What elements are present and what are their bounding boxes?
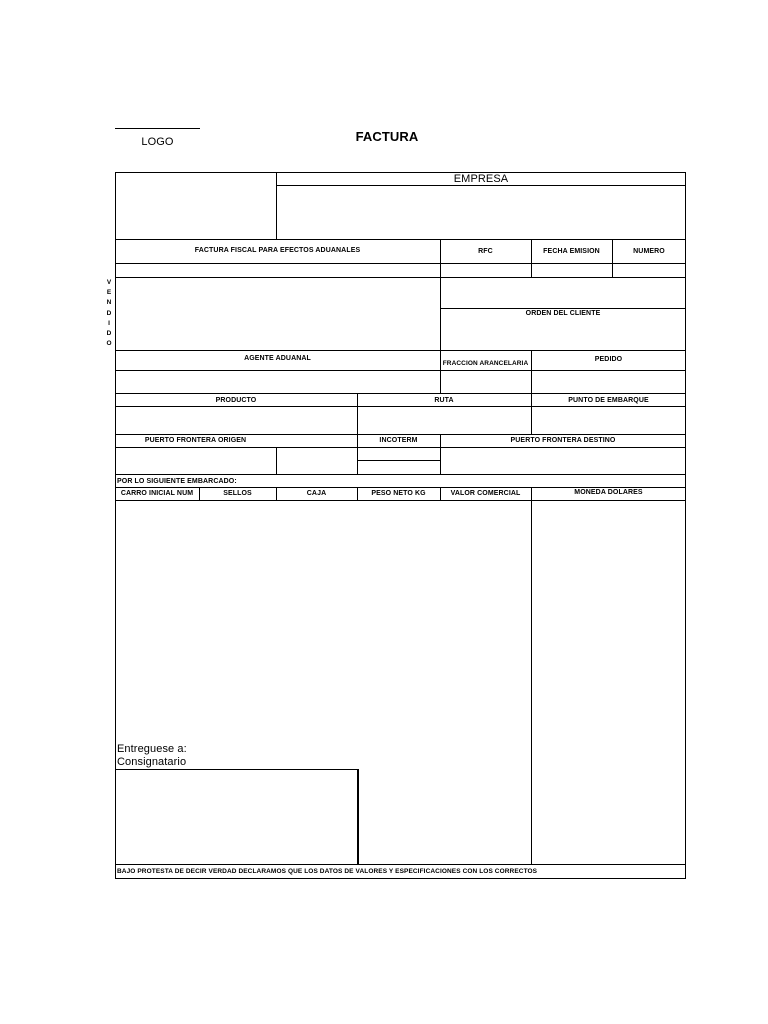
footer-declaration: BAJO PROTESTA DE DECIR VERDAD DECLARAMOS QUE LOS DATOS DE VALORES Y ESPECIFICACIONES CON LOS CORRECTOS	[117, 868, 538, 875]
puerto-origen-field-a[interactable]	[116, 448, 276, 474]
consignatario-label: Consignatario	[117, 756, 187, 768]
invoice-row-top	[115, 239, 686, 240]
orden-upper-field[interactable]	[441, 278, 685, 308]
column-header: SELLOS	[223, 490, 252, 497]
empresa-label: EMPRESA	[453, 173, 509, 185]
agente-aduanal-label: AGENTE ADUANAL	[244, 355, 311, 362]
punto-embarque-label: PUNTO DE EMBARQUE	[568, 397, 649, 404]
puerto-destino-label: PUERTO FRONTERA DESTINO	[510, 437, 616, 444]
column-header: VALOR COMERCIAL	[450, 490, 521, 497]
agente-row-top	[115, 350, 686, 351]
vendido-letter: E	[106, 289, 112, 296]
vendido-letter: O	[106, 340, 112, 347]
fraccion-arancelaria-label: FRACCION ARANCELARIA	[442, 360, 529, 367]
pedido-label: PEDIDO	[594, 356, 623, 363]
footer-row-top	[115, 864, 686, 865]
incoterm-inner-line	[357, 460, 440, 461]
form-border-bottom	[115, 878, 686, 879]
puerto-origen-field-b[interactable]	[277, 448, 357, 474]
ruta-field[interactable]	[358, 407, 531, 434]
column-header: CARRO INICIAL NUM	[120, 490, 194, 497]
logo-label: LOGO	[141, 136, 174, 148]
vendido-field[interactable]	[116, 278, 440, 350]
vendido-letter: D	[106, 310, 112, 317]
vendido-letter: D	[106, 330, 112, 337]
column-header: CAJA	[306, 490, 327, 497]
factura-fiscal-label: FACTURA FISCAL PARA EFECTOS ADUANALES	[194, 247, 361, 254]
orden-cliente-field[interactable]	[441, 319, 685, 350]
fraccion-arancelaria-field[interactable]	[441, 371, 531, 393]
embarque-row-top	[115, 474, 686, 475]
embarque-header-label: POR LO SIGUIENTE EMBARCADO:	[117, 478, 237, 485]
vendido-letter: I	[108, 320, 110, 327]
pedido-field[interactable]	[532, 371, 685, 393]
incoterm-field[interactable]	[358, 448, 440, 460]
rfc-field[interactable]	[441, 264, 531, 277]
form-border-right	[685, 172, 686, 879]
ruta-label: RUTA	[434, 397, 454, 404]
orden-cliente-label: ORDEN DEL CLIENTE	[525, 310, 601, 317]
agente-aduanal-field[interactable]	[116, 371, 440, 393]
fecha-emision-field[interactable]	[532, 264, 612, 277]
entreguese-label: Entreguese a:	[117, 743, 187, 755]
producto-label: PRODUCTO	[215, 397, 257, 404]
embarque-items-area[interactable]	[116, 501, 531, 741]
consignatario-field[interactable]	[116, 770, 357, 864]
column-header: MONEDA DOLARES	[574, 489, 643, 496]
puerto-row-top	[115, 434, 686, 435]
empresa-field[interactable]	[277, 186, 685, 239]
punto-embarque-field[interactable]	[532, 407, 685, 434]
producto-row-top	[115, 393, 686, 394]
producto-field[interactable]	[116, 407, 357, 434]
rfc-label: RFC	[478, 248, 493, 255]
numero-label: NUMERO	[633, 248, 665, 255]
fecha-emision-label: FECHA EMISION	[543, 248, 600, 255]
logo-underline	[115, 128, 200, 129]
consignatario-box-right	[357, 769, 359, 864]
factura-fiscal-field[interactable]	[116, 264, 440, 277]
incoterm-label: INCOTERM	[379, 437, 418, 444]
numero-field[interactable]	[613, 264, 685, 277]
puerto-origen-label: PUERTO FRONTERA ORIGEN	[144, 437, 247, 444]
page-title: FACTURA	[355, 129, 419, 144]
moneda-dolares-area[interactable]	[532, 501, 685, 864]
vendido-letter: V	[106, 279, 112, 286]
vendido-letter: N	[106, 299, 112, 306]
puerto-destino-field[interactable]	[441, 448, 685, 474]
column-header: PESO NETO KG	[371, 490, 426, 497]
